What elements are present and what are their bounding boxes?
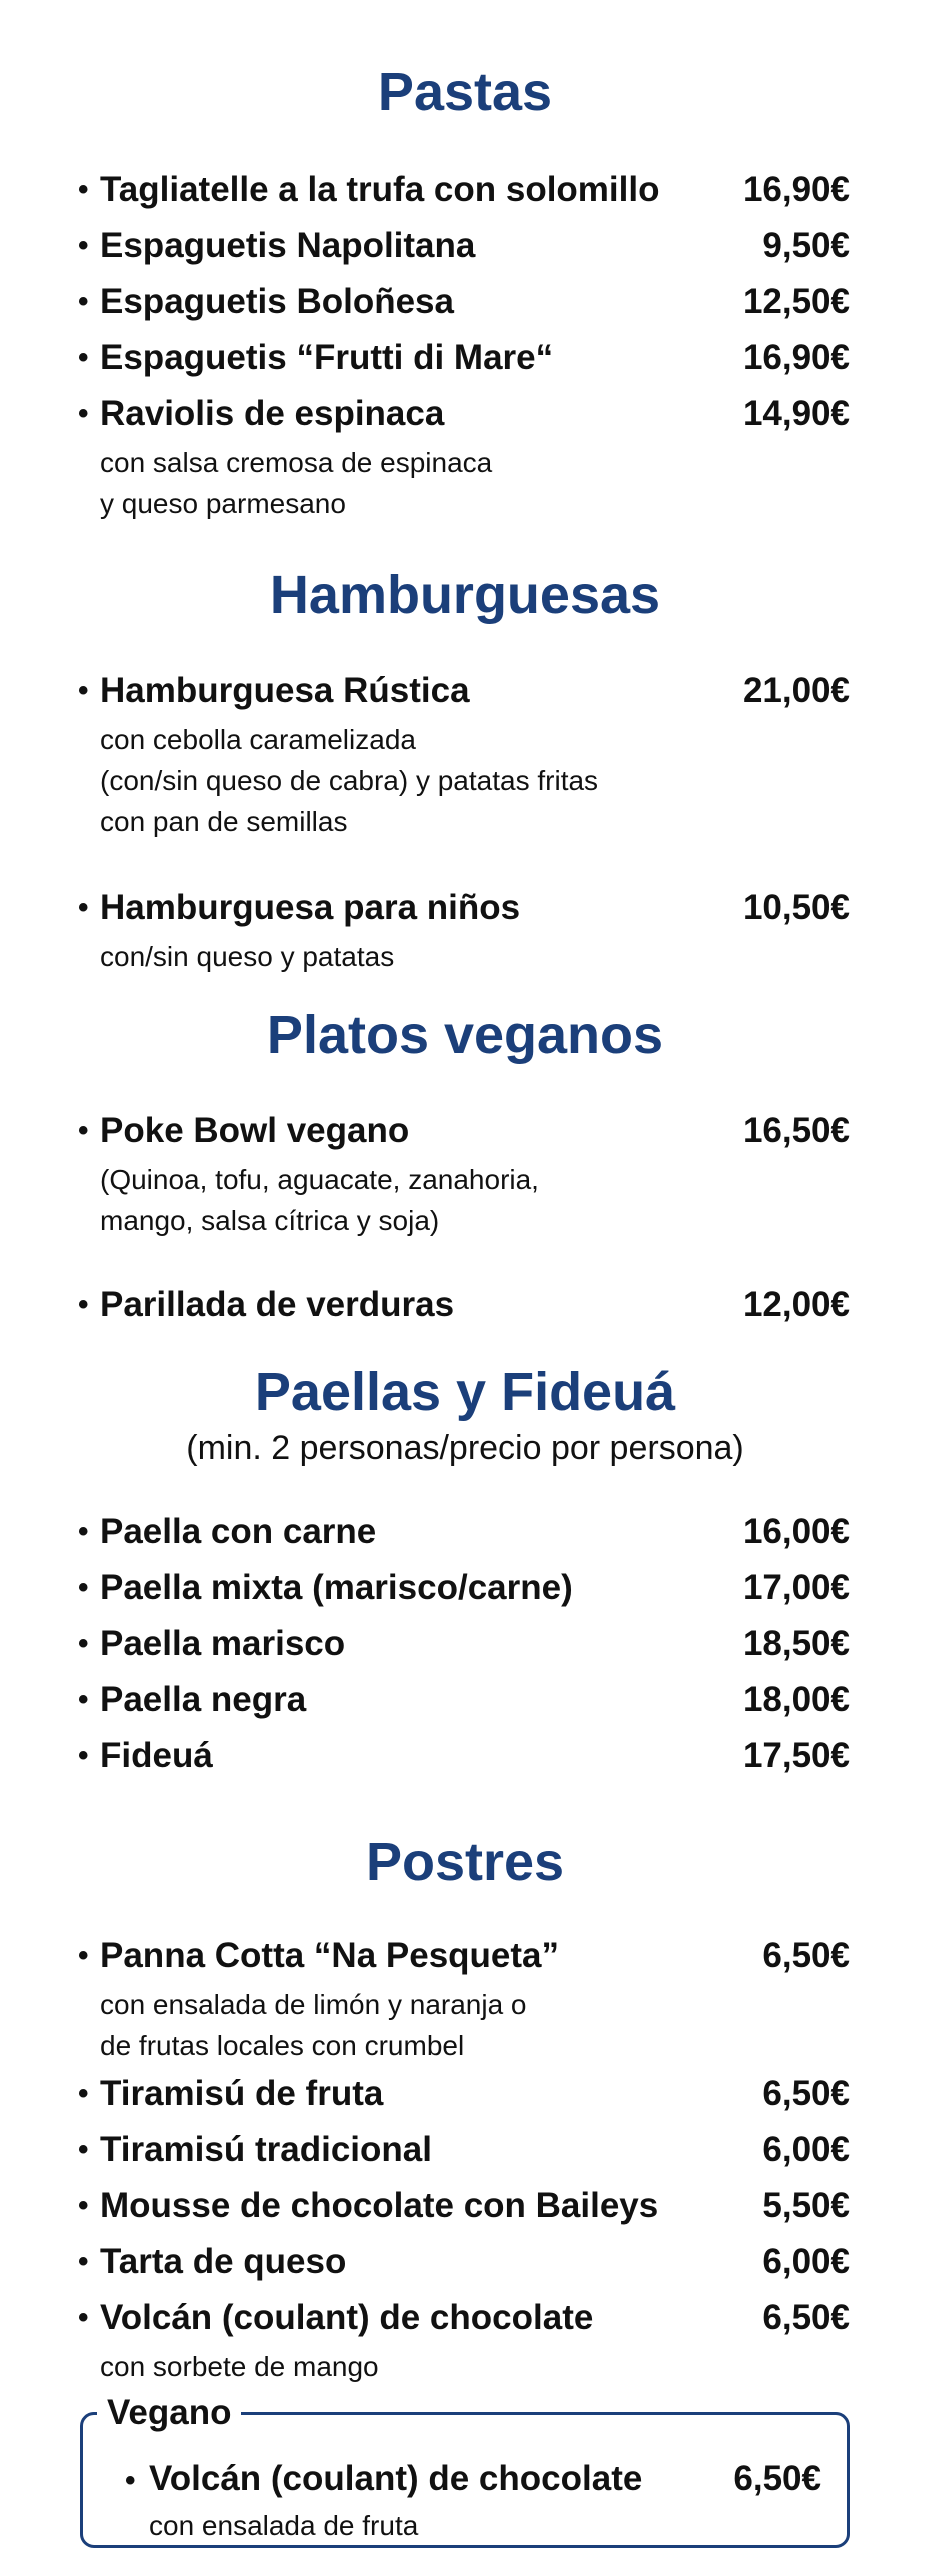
bullet-icon: • (78, 2301, 89, 2334)
item-price: 14,90€ (742, 394, 850, 433)
item-name: Mousse de chocolate con Baileys (100, 2186, 659, 2225)
item-price: 6,50€ (762, 1936, 850, 1975)
item-price: 6,50€ (762, 2074, 850, 2113)
item-name: Espaguetis “Frutti di Mare“ (100, 338, 554, 377)
item-price: 6,00€ (762, 2130, 850, 2169)
menu-item (0, 1616, 930, 1672)
bullet-icon: • (78, 1627, 89, 1660)
bullet-icon: • (78, 891, 89, 924)
item-name: Paella marisco (100, 1624, 346, 1663)
menu-item (0, 1277, 930, 1333)
item-description: con ensalada de fruta (149, 2510, 419, 2541)
item-price: 16,90€ (742, 338, 850, 377)
bullet-icon: • (125, 2464, 136, 2497)
menu-item (0, 330, 930, 386)
item-description: con sorbete de mango (100, 2351, 379, 2382)
menu-item (0, 1672, 930, 1728)
item-description: con ensalada de limón y naranja o (100, 1989, 527, 2020)
bullet-icon: • (78, 1515, 89, 1548)
menu-item (0, 1928, 930, 2066)
item-name: Paella con carne (100, 1512, 377, 1551)
menu-item (125, 2453, 821, 2546)
menu-item (0, 162, 930, 218)
menu-item (0, 1560, 930, 1616)
bullet-icon: • (78, 2245, 89, 2278)
item-price: 9,50€ (762, 226, 850, 265)
bullet-icon: • (78, 229, 89, 262)
section-title: Pastas (377, 62, 553, 122)
item-name: Panna Cotta “Na Pesqueta” (100, 1936, 559, 1975)
section-title: Platos veganos (266, 1005, 664, 1065)
section-paellas (0, 1362, 930, 1784)
item-description: y queso parmesano (100, 488, 346, 519)
menu-item (0, 274, 930, 330)
item-price: 6,50€ (733, 2459, 821, 2498)
bullet-icon: • (78, 2077, 89, 2110)
bullet-icon: • (78, 1571, 89, 1604)
item-description: con salsa cremosa de espinaca (100, 447, 493, 478)
item-name: Hamburguesa Rústica (100, 671, 470, 710)
bullet-icon: • (78, 2133, 89, 2166)
item-name: Volcán (coulant) de chocolate (149, 2459, 643, 2498)
bullet-icon: • (78, 1683, 89, 1716)
vegan-box (80, 2393, 850, 2548)
item-name: Espaguetis Boloñesa (100, 282, 454, 321)
item-name: Paella negra (100, 1680, 307, 1719)
item-price: 18,00€ (742, 1680, 850, 1719)
item-price: 17,50€ (742, 1736, 850, 1775)
bullet-icon: • (78, 285, 89, 318)
item-price: 21,00€ (742, 671, 850, 710)
bullet-icon: • (78, 397, 89, 430)
menu-item (0, 1504, 930, 1560)
menu-item (0, 1728, 930, 1784)
bullet-icon: • (78, 341, 89, 374)
item-price: 5,50€ (762, 2186, 850, 2225)
item-name: Espaguetis Napolitana (100, 226, 476, 265)
item-price: 16,50€ (742, 1111, 850, 1150)
bullet-icon: • (78, 1114, 89, 1147)
item-name: Paella mixta (marisco/carne) (100, 1568, 573, 1607)
section-platos-veganos (0, 1005, 930, 1333)
item-price: 6,50€ (762, 2298, 850, 2337)
bullet-icon: • (78, 2189, 89, 2222)
item-price: 17,00€ (742, 1568, 850, 1607)
bullet-icon: • (78, 1288, 89, 1321)
section-subtitle: (min. 2 personas/precio por persona) (186, 1429, 744, 1467)
bullet-icon: • (78, 1739, 89, 1772)
section-title: Paellas y Fideuá (254, 1362, 676, 1422)
item-description: (con/sin queso de cabra) y patatas fritas (100, 765, 599, 796)
item-name: Tagliatelle a la trufa con solomillo (100, 170, 660, 209)
menu-item (0, 2066, 930, 2122)
item-name: Tiramisú tradicional (100, 2130, 432, 2169)
item-name: Raviolis de espinaca (100, 394, 445, 433)
item-price: 12,00€ (742, 1285, 850, 1324)
item-name: Parillada de verduras (100, 1285, 455, 1324)
menu-item (0, 2122, 930, 2178)
menu-item (0, 663, 930, 842)
bullet-icon: • (78, 173, 89, 206)
item-name: Hamburguesa para niños (100, 888, 521, 927)
menu-item (0, 2234, 930, 2290)
item-price: 12,50€ (742, 282, 850, 321)
menu-item (0, 1103, 930, 1241)
item-description: mango, salsa cítrica y soja) (100, 1205, 440, 1236)
item-description: con pan de semillas (100, 806, 348, 837)
vegan-label: Vegano (97, 2387, 241, 2439)
item-price: 16,00€ (742, 1512, 850, 1551)
menu-item (0, 2290, 930, 2387)
item-name: Tiramisú de fruta (100, 2074, 384, 2113)
item-description: de frutas locales con crumbel (100, 2030, 465, 2061)
item-name: Tarta de queso (100, 2242, 347, 2281)
menu-item (0, 880, 930, 977)
item-description: (Quinoa, tofu, aguacate, zanahoria, (100, 1164, 539, 1195)
bullet-icon: • (78, 674, 89, 707)
item-name: Poke Bowl vegano (100, 1111, 410, 1150)
section-postres (0, 1832, 930, 2387)
item-price: 6,00€ (762, 2242, 850, 2281)
item-name: Volcán (coulant) de chocolate (100, 2298, 594, 2337)
section-title: Postres (365, 1832, 565, 1892)
item-name: Fideuá (100, 1736, 213, 1775)
item-description: con cebolla caramelizada (100, 724, 416, 755)
item-price: 10,50€ (742, 888, 850, 927)
menu-item (0, 2178, 930, 2234)
bullet-icon: • (78, 1939, 89, 1972)
section-hamburguesas (0, 565, 930, 977)
item-price: 18,50€ (742, 1624, 850, 1663)
section-title: Hamburguesas (269, 565, 661, 625)
item-price: 16,90€ (742, 170, 850, 209)
section-pastas (0, 62, 930, 524)
item-description: con/sin queso y patatas (100, 941, 395, 972)
menu-item (0, 218, 930, 274)
menu-item (0, 386, 930, 524)
